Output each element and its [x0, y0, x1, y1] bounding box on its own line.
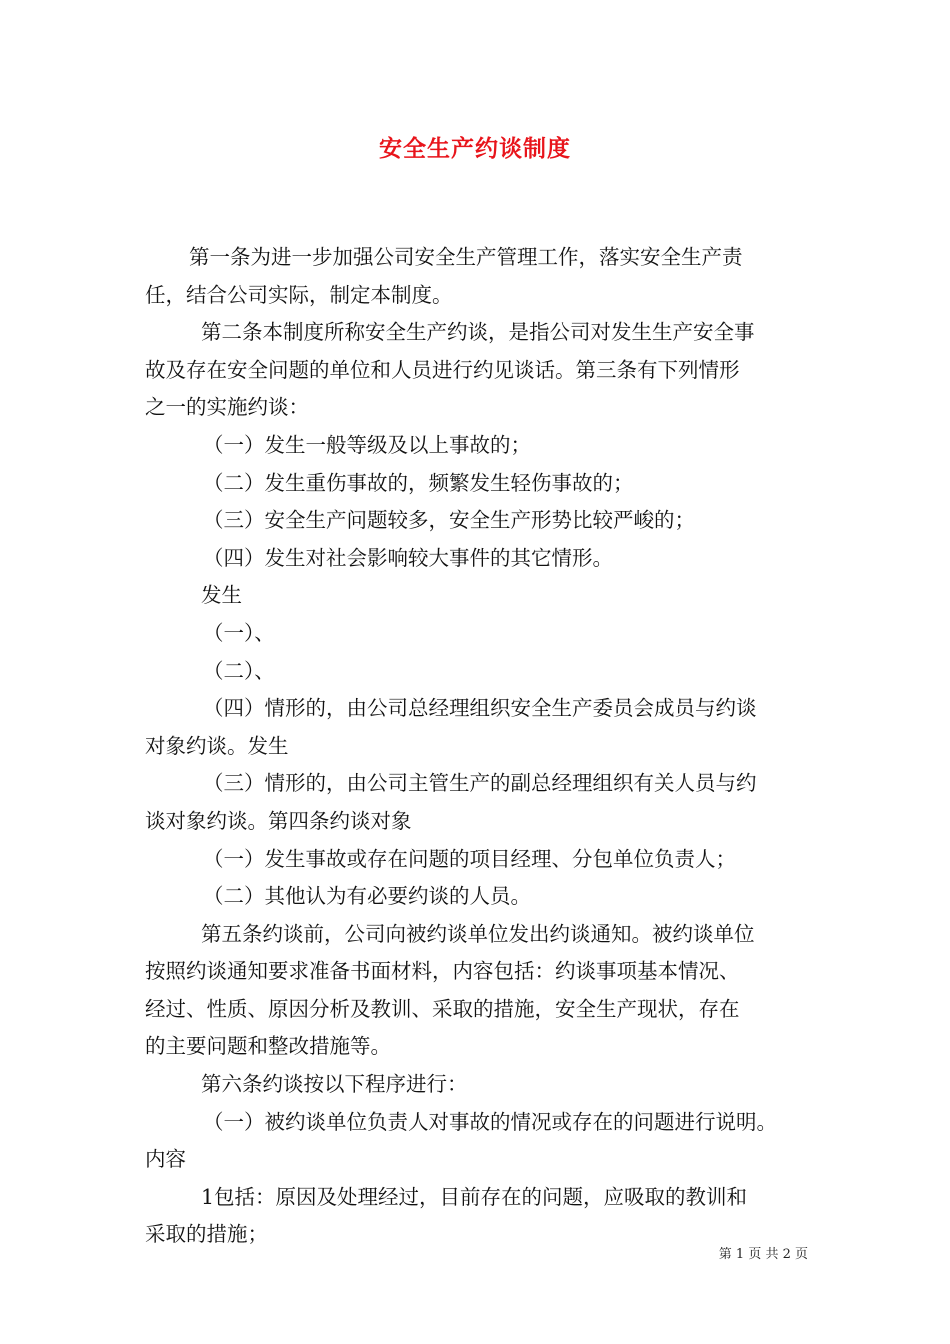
- text-line: （一）发生一般等级及以上事故的；: [203, 432, 531, 457]
- text-line: 之一的实施约谈：: [145, 395, 309, 420]
- text-line: （一）被约谈单位负责人对事故的情况或存在的问题进行说明。: [203, 1109, 777, 1134]
- text-line: （三）安全生产问题较多，安全生产形势比较严峻的；: [203, 508, 695, 533]
- text-line: 任，结合公司实际，制定本制度。: [145, 282, 453, 307]
- text-line: （二）发生重伤事故的，频繁发生轻伤事故的；: [203, 470, 634, 495]
- text-line: 内容: [145, 1147, 186, 1172]
- text-line: 按照约谈通知要求准备书面材料，内容包括：约谈事项基本情况、: [145, 959, 740, 984]
- text-line: （四）发生对社会影响较大事件的其它情形。: [203, 545, 613, 570]
- text-line: 的主要问题和整改措施等。: [145, 1034, 391, 1059]
- text-line: 第五条约谈前，公司向被约谈单位发出约谈通知。被约谈单位: [201, 921, 755, 946]
- text-line: 发生: [201, 583, 242, 608]
- text-line: 故及存在安全问题的单位和人员进行约见谈话。第三条有下列情形: [145, 357, 740, 382]
- text-line: 第二条本制度所称安全生产约谈，是指公司对发生生产安全事: [201, 320, 755, 345]
- page-number-footer: 第 1 页 共 2 页: [718, 1247, 808, 1262]
- document-title: 安全生产约谈制度: [379, 135, 571, 162]
- text-line: （三）情形的，由公司主管生产的副总经理组织有关人员与约: [203, 771, 757, 796]
- text-line: （四）情形的，由公司总经理组织安全生产委员会成员与约谈: [203, 696, 757, 721]
- text-line: （一）发生事故或存在问题的项目经理、分包单位负责人；: [203, 846, 736, 871]
- text-line: 1包括：原因及处理经过，目前存在的问题，应吸取的教训和: [201, 1184, 748, 1209]
- document-body: [145, 239, 810, 1254]
- text-line: 第一条为进一步加强公司安全生产管理工作，落实安全生产责: [189, 245, 743, 269]
- text-line: 对象约谈。发生: [145, 733, 289, 758]
- text-line: （二）、: [203, 658, 275, 683]
- text-line: 经过、性质、原因分析及教训、采取的措施，安全生产现状，存在: [145, 996, 740, 1021]
- text-line: （二）其他认为有必要约谈的人员。: [203, 884, 531, 909]
- text-line: （一）、: [203, 620, 275, 645]
- text-line: 采取的措施；: [145, 1222, 268, 1247]
- text-line: 谈对象约谈。第四条约谈对象: [145, 808, 412, 833]
- text-line: 第六条约谈按以下程序进行：: [201, 1072, 468, 1097]
